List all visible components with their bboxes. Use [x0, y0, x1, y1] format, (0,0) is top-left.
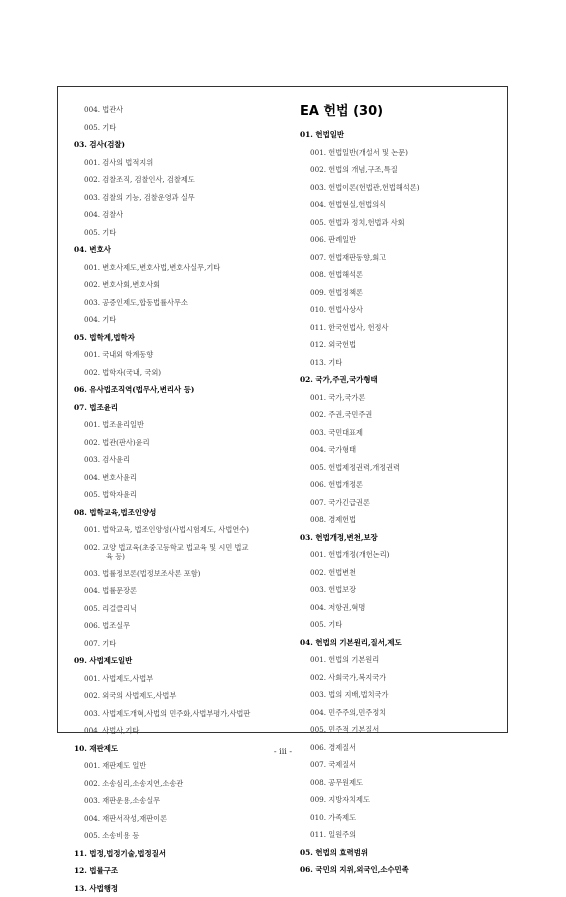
list-item: 005. 법학자윤리 — [74, 486, 284, 504]
list-item: 012. 외국헌법 — [300, 336, 500, 354]
list-item: 003. 법률정보론(법정보조사론 포함) — [74, 565, 284, 583]
list-item: 001. 헌법개정(개헌논리) — [300, 546, 500, 564]
list-item: 004. 기타 — [74, 311, 284, 329]
list-item-text: 002. 교양 법교육(초중고등학교 법교육 및 시민 법교 — [84, 543, 248, 552]
category-heading: 03. 검사(검찰) — [74, 136, 284, 154]
left-column — [74, 101, 284, 897]
list-item: 007. 기타 — [74, 635, 284, 653]
list-item: 006. 경제질서 — [300, 739, 500, 757]
category-heading: 08. 법학교육,법조인양성 — [74, 504, 284, 522]
category-heading: 05. 법학계,법학자 — [74, 329, 284, 347]
list-item: 004. 재판서작성,재판이론 — [74, 810, 284, 828]
list-item: 001. 법조윤리일반 — [74, 416, 284, 434]
list-item: 003. 법의 지배,법치국가 — [300, 686, 500, 704]
list-item: 004. 국가형태 — [300, 441, 500, 459]
list-item: 003. 국민대표제 — [300, 424, 500, 442]
category-heading: 02. 국가,주권,국가형태 — [300, 371, 500, 389]
list-item: 004. 변호사윤리 — [74, 469, 284, 487]
list-item: 001. 검사의 법적지위 — [74, 154, 284, 172]
list-item: 005. 민주적 기본질서 — [300, 721, 500, 739]
list-item: 005. 기타 — [300, 616, 500, 634]
list-item: 002. 헌법변천 — [300, 564, 500, 582]
list-item: 001. 변호사제도,변호사법,변호사실무,기타 — [74, 259, 284, 277]
list-item-continuation: 육 등) — [84, 552, 284, 561]
section-heading: EA 헌법 (30) — [300, 101, 500, 123]
list-item: 002. 헌법의 개념,구조,특질 — [300, 161, 500, 179]
list-item — [74, 539, 284, 565]
list-item: 004. 법률문장론 — [74, 582, 284, 600]
list-item: 001. 국가,국가론 — [300, 389, 500, 407]
list-item: 002. 법관(판사)윤리 — [74, 434, 284, 452]
category-heading: 05. 헌법의 효력범위 — [300, 844, 500, 862]
list-item: 002. 법학자(국내, 국외) — [74, 364, 284, 382]
list-item: 002. 사회국가,복지국가 — [300, 669, 500, 687]
list-item: 005. 기타 — [74, 224, 284, 242]
category-heading: 03. 헌법개정,변천,보장 — [300, 529, 500, 547]
list-item: 003. 검찰의 기능, 검찰운영과 실무 — [74, 189, 284, 207]
list-item: 001. 사법제도,사법부 — [74, 670, 284, 688]
list-item: 002. 소송심리,소송지연,소송관 — [74, 775, 284, 793]
list-item: 003. 공증인제도,합동법률사무소 — [74, 294, 284, 312]
list-item: 013. 기타 — [300, 354, 500, 372]
list-item: 004. 검찰사 — [74, 206, 284, 224]
list-item: 001. 재판제도 일반 — [74, 757, 284, 775]
category-heading: 12. 법률구조 — [74, 862, 284, 880]
list-item: 003. 재판운용,소송실무 — [74, 792, 284, 810]
list-item: 007. 국가긴급권론 — [300, 494, 500, 512]
list-item: 004. 헌법현실,헌법의식 — [300, 196, 500, 214]
list-item: 011. 일원주의 — [300, 826, 500, 844]
category-heading: 09. 사법제도일반 — [74, 652, 284, 670]
list-item: 001. 법학교육, 법조인양성(사법시험제도, 사법연수) — [74, 521, 284, 539]
list-item: 003. 헌법보장 — [300, 581, 500, 599]
list-item: 006. 법조실무 — [74, 617, 284, 635]
list-item: 009. 헌법정책론 — [300, 284, 500, 302]
right-column — [300, 101, 500, 879]
list-item: 005. 리걸클리닉 — [74, 600, 284, 618]
category-heading: 04. 헌법의 기본원리,질서,제도 — [300, 634, 500, 652]
list-item: 007. 헌법재판동향,회고 — [300, 249, 500, 267]
list-item: 001. 헌법의 기본원리 — [300, 651, 500, 669]
list-item: 003. 사법제도개혁,사법의 민주화,사법부평가,사법판 — [74, 705, 284, 723]
list-item: 009. 지방자치제도 — [300, 791, 500, 809]
category-heading: 06. 유사법조직역(법무사,변리사 등) — [74, 381, 284, 399]
category-heading: 07. 법조윤리 — [74, 399, 284, 417]
list-item: 005. 헌법과 정치,헌법과 사회 — [300, 214, 500, 232]
list-item: 008. 헌법해석론 — [300, 266, 500, 284]
list-item: 002. 변호사회,변호사회 — [74, 276, 284, 294]
list-item: 007. 국제질서 — [300, 756, 500, 774]
list-item: 006. 헌법개정론 — [300, 476, 500, 494]
list-item: 002. 검찰조직, 검찰인사, 검찰제도 — [74, 171, 284, 189]
right-list — [300, 126, 500, 879]
list-item: 003. 검사윤리 — [74, 451, 284, 469]
list-item: 005. 소송비용 등 — [74, 827, 284, 845]
list-item: 001. 국내외 학계동향 — [74, 346, 284, 364]
category-heading: 04. 변호사 — [74, 241, 284, 259]
category-heading: 10. 재판제도 — [74, 740, 284, 758]
list-item: 002. 외국의 사법제도,사법부 — [74, 687, 284, 705]
category-heading: 11. 법정,법정기술,법정질서 — [74, 845, 284, 863]
list-item: 008. 공무원제도 — [300, 774, 500, 792]
list-item: 010. 헌법사상사 — [300, 301, 500, 319]
list-item: 004. 민주주의,민주정치 — [300, 704, 500, 722]
list-item: 004. 법관사 — [74, 101, 284, 119]
list-item: 002. 주권,국민주권 — [300, 406, 500, 424]
list-item: 001. 헌법일반(개설서 및 논문) — [300, 144, 500, 162]
list-item: 004. 사법사,기타 — [74, 722, 284, 740]
list-item: 005. 헌법제정권력,개정권력 — [300, 459, 500, 477]
category-heading: 01. 헌법일반 — [300, 126, 500, 144]
list-item: 010. 가족제도 — [300, 809, 500, 827]
category-heading: 13. 사법행정 — [74, 880, 284, 897]
list-item: 006. 판례일반 — [300, 231, 500, 249]
list-item: 004. 저항권,혁명 — [300, 599, 500, 617]
list-item: 008. 경제헌법 — [300, 511, 500, 529]
category-heading: 06. 국민의 지위,외국인,소수민족 — [300, 861, 500, 879]
list-item: 005. 기타 — [74, 119, 284, 137]
list-item: 003. 헌법이론(헌법관,헌법해석론) — [300, 179, 500, 197]
list-item: 011. 한국헌법사, 헌정사 — [300, 319, 500, 337]
page-number: - iii - — [0, 747, 566, 756]
